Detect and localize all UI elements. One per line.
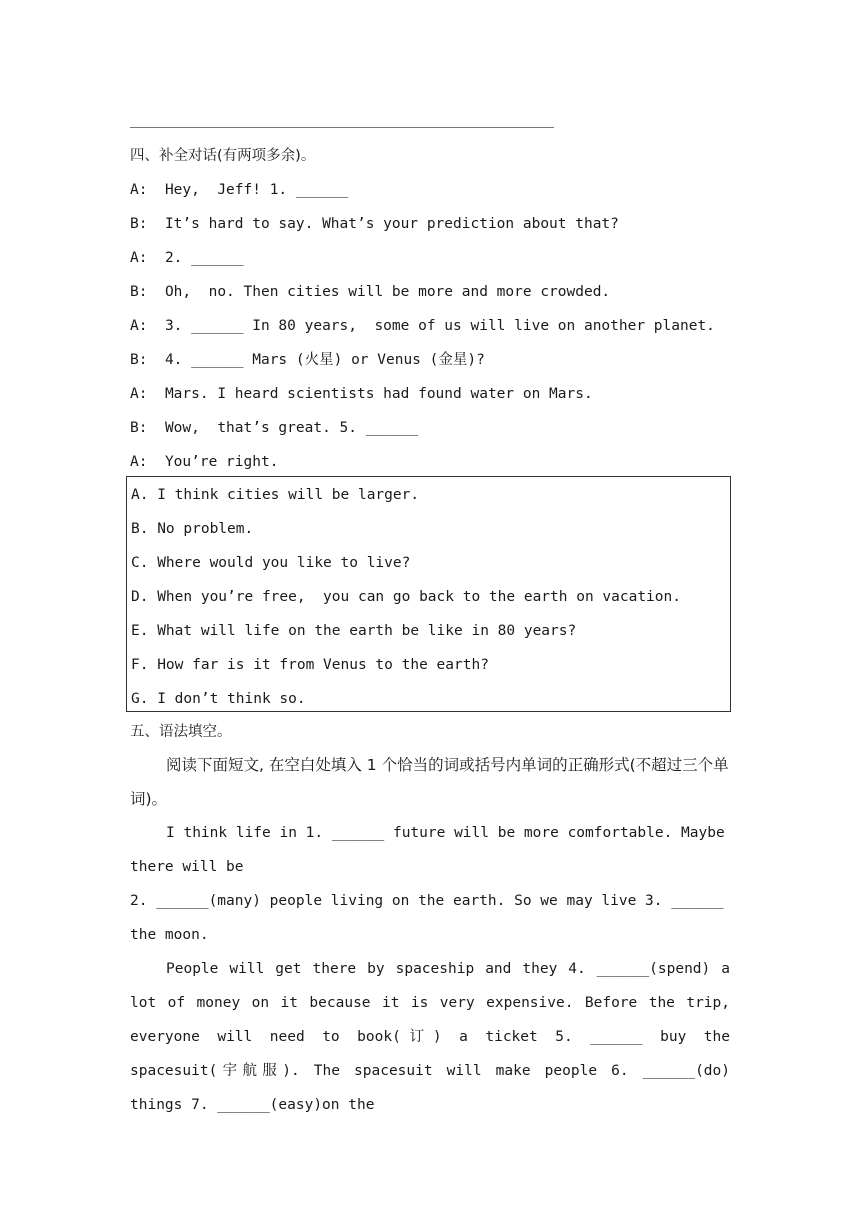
speaker-label: A: — [130, 250, 148, 266]
section-5-instruction: 阅读下面短文, 在空白处填入 1 个恰当的词或括号内单词的正确形式(不超过三个单词)。 — [130, 756, 729, 808]
dialogue-line-8 — [130, 418, 418, 438]
dialogue-text: You’re right. — [164, 454, 279, 470]
option-c: C. Where would you like to live? — [131, 555, 411, 571]
speaker-label: B: — [130, 420, 148, 436]
dialogue-line-4 — [130, 282, 610, 302]
option-e: E. What will life on the earth be like in 80 years? — [131, 623, 577, 639]
dialogue-text: Oh, no. Then cities will be more and more crowded. — [164, 284, 611, 300]
speaker-label: A: — [130, 318, 148, 334]
option-f: F. How far is it from Venus to the earth? — [131, 657, 489, 673]
option-d: D. When you’re free, you can go back to the earth on vacation. — [131, 589, 681, 605]
option-a: A. I think cities will be larger. — [131, 487, 420, 503]
section-5-heading: 五、语法填空。 — [130, 724, 232, 740]
passage-paragraph-1: I think life in 1. ______ future will be more comfortable. Maybe there will be — [130, 825, 725, 875]
dialogue-line-2 — [130, 214, 619, 234]
dialogue-line-7 — [130, 384, 593, 404]
speaker-label: B: — [130, 352, 148, 368]
dialogue-line-5 — [130, 316, 715, 336]
speaker-label: B: — [130, 284, 148, 300]
dialogue-text: 2. ______ — [164, 250, 244, 266]
section-4-heading: 四、补全对话(有两项多余)。 — [130, 148, 316, 164]
passage-paragraph-2: 2. ______(many) people living on the earth. So we may live 3. ______ the moon. — [130, 893, 724, 943]
speaker-label: A: — [130, 386, 148, 402]
dialogue-line-3 — [130, 248, 244, 268]
option-g: G. I don’t think so. — [131, 691, 306, 707]
dialogue-text: Mars. I heard scientists had found water on Mars. — [164, 386, 593, 402]
dialogue-text: Wow, that’s great. 5. ______ — [164, 420, 419, 436]
passage-paragraph-3: People will get there by spaceship and they 4. ______(spend) a lot of money on it because it is very expensive. Before the trip, everyone will need to book(订) a ticket 5. ______ buy the spacesuit(宇航服). The spacesuit will make people 6. ______(do) things 7. ______(easy)on the — [130, 961, 730, 1113]
speaker-label: B: — [130, 216, 148, 232]
dialogue-line-1 — [130, 180, 348, 200]
dialogue-line-9 — [130, 452, 278, 472]
header-rule — [130, 127, 554, 128]
dialogue-line-6 — [130, 350, 485, 370]
dialogue-text: Hey, Jeff! 1. ______ — [164, 182, 349, 198]
speaker-label: A: — [130, 454, 148, 470]
dialogue-text: 3. ______ In 80 years, some of us will live on another planet. — [164, 318, 715, 334]
speaker-label: A: — [130, 182, 148, 198]
dialogue-text: 4. ______ Mars (火星) or Venus (金星)? — [164, 352, 485, 368]
option-b: B. No problem. — [131, 521, 254, 537]
options-box — [126, 476, 731, 712]
dialogue-text: It’s hard to say. What’s your prediction about that? — [164, 216, 619, 232]
